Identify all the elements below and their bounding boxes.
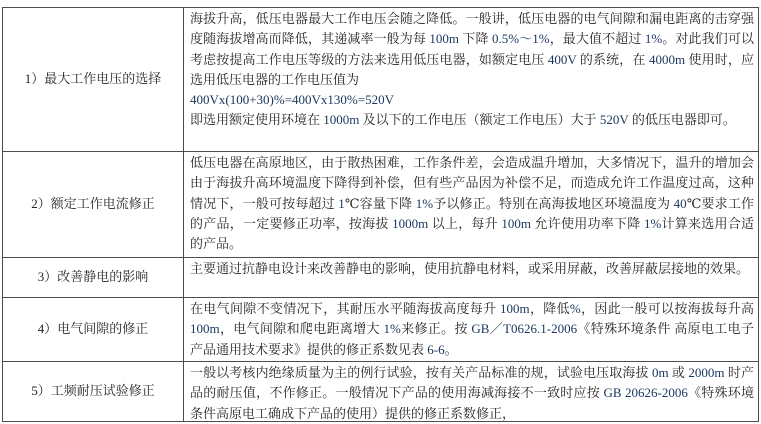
row-content-withstand-voltage-test [184, 362, 758, 421]
row-label-rated-current-correction: 2）额定工作电流修正 [3, 152, 184, 257]
content-paragraph: 在电气间隙不变情况下，其耐压水平随海拔高度每升 100m，降低%，因此一般可以按海拔每升高 100m，电气间隙和爬电距离增大 1%来修正。按 GB／T0626.1-2006《特殊环境条件 高原电工电子产品通用技术要求》提供的修正系数见表 6-6。 [190, 301, 754, 357]
row-label-static-electricity: 3）改善静电的影响 [3, 258, 184, 297]
row-label-withstand-voltage-test: 5）工频耐压试验修正 [3, 362, 184, 421]
formula-line: 400Vx(100+30)%=400Vx130%=520V [190, 92, 394, 108]
row-label-max-working-voltage: 1）最大工作电压的选择 [3, 8, 184, 151]
row-label-clearance-correction: 4）电气间隙的修正 [3, 298, 184, 361]
content-paragraph: 一般以考核内绝缘质量为主的例行试验，按有关产品标准的规，试验电压取海拔 0m 或 2000m 时产品的耐压值，不作修正。一般情况下产品的使用海减海接不一致时应按 GB 20626-2006《特殊环境条件高原电工确成下产品的使用）提供的修正系数修正， [190, 365, 754, 421]
table-row-clearance-correction [3, 297, 758, 361]
row-content-clearance-correction [184, 298, 758, 361]
table-row-max-working-voltage [3, 8, 758, 151]
row-content-max-working-voltage [184, 8, 758, 151]
table-row-static-electricity [3, 257, 758, 297]
content-paragraph: 主要通过抗静电设计来改善静电的影响，使用抗静电材料，或采用屏蔽，改善屏蔽层接地的效果。 [190, 261, 750, 276]
table-row-rated-current-correction [3, 151, 758, 257]
content-paragraph: 海拔升高，低压电器最大工作电压会随之降低。一般讲，低压电器的电气间隙和漏电距离的击穿强度随海拔增高而降低，其递减率一般为每 100m 下降 0.5%～1%，最大值不超过 1%。对此我们可以考虑按提高工作电压等级的方法来选用低压电器，如额定电压 400V 的系统，在 4000m 使用时，应选用低压电器的工作电压值为 [190, 11, 754, 87]
row-content-rated-current-correction [184, 152, 758, 257]
content-paragraph: 即选用额定使用环境在 1000m 及以下的工作电压（额定工作电压）大于 520V 的低压电器即可。 [190, 112, 736, 128]
content-paragraph: 低压电器在高原地区，由于散热困难，工作条件差，会造成温升增加，大多情况下，温升的增加会由于海拔升高环境温度下降得到补偿，但有些产品因为补偿不足，而造成允许工作温度过高，这种情况下，一般可按每超过 1℃容量下降 1%予以修正。特别在高海拔地区环境温度为 40℃要求工作的产品，一定要修正功率，按海拔 1000m 以上，每升 100m 允许使用功率下降 1%计算来选用合适的产品。 [190, 155, 754, 252]
altitude-correction-table [2, 7, 759, 422]
row-content-static-electricity [184, 258, 758, 297]
table-row-withstand-voltage-test [3, 361, 758, 421]
